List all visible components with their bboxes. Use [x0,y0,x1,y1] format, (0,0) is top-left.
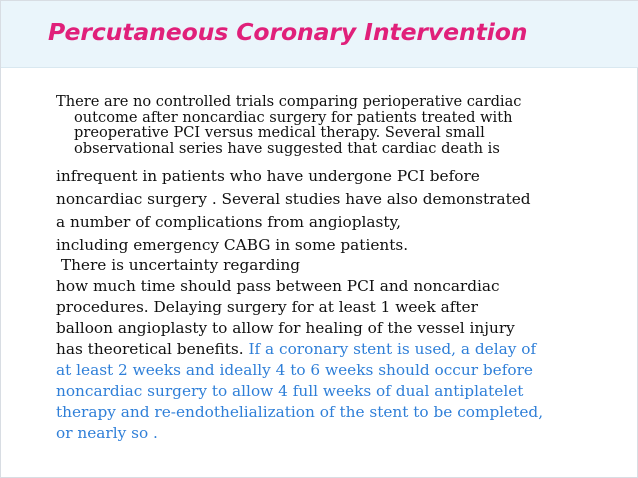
body-text-highlight: If a coronary stent is used, a delay of [248,340,537,358]
body-line-highlight: therapy and re-endothelialization of the stent to be completed, [56,403,544,421]
body-line: infrequent in patients who have undergone PCI before [56,167,480,185]
body-line-highlight: at least 2 weeks and ideally 4 to 6 weeks should occur before [56,361,533,379]
body-line: noncardiac surgery . Several studies have also demonstrated [56,190,531,208]
body-text-black: has theoretical benefits. [56,340,249,358]
body-line: a number of complications from angioplasty, [56,213,401,231]
body-line: balloon angioplasty to allow for healing of the vessel injury [56,319,515,337]
body-line: There is uncertainty regarding [56,256,301,274]
body-line-highlight: noncardiac surgery to allow 4 full weeks of dual antiplatelet [56,382,524,400]
body-paragraph-intro: There are no controlled trials comparing perioperative cardiac outcome after noncardiac surgery for patients treated with preoperative PCI versus medical therapy. Several small observational series have suggested that cardiac death is [56,93,522,157]
body-line-highlight: or nearly so . [56,424,158,442]
body-line-mixed [56,340,536,359]
slide-title: Percutaneous Coronary Intervention [48,18,528,46]
body-line: procedures. Delaying surgery for at least 1 week after [56,298,478,316]
body-line: including emergency CABG in some patients. [56,236,409,254]
body-line: how much time should pass between PCI and noncardiac [56,277,500,295]
